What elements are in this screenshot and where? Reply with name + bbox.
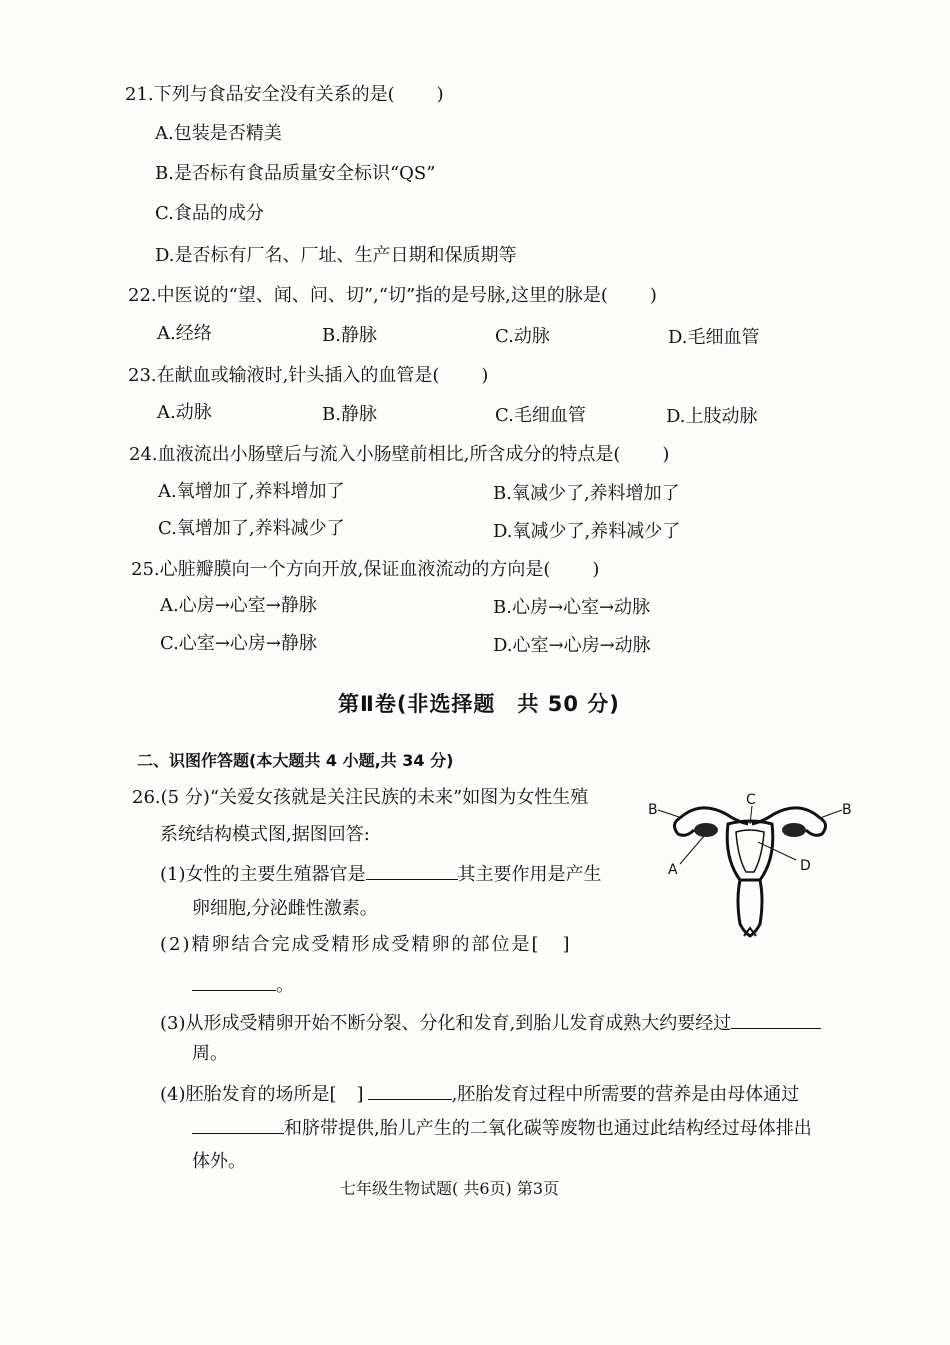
answer-blank-4a[interactable] [368, 1081, 452, 1100]
label-d: D [800, 858, 811, 874]
q23-option-a: A.动脉 [157, 402, 212, 423]
q26-part4-line2: 和脐带提供,胎儿产生的二氧化碳等废物也通过此结构经过母体排出 [192, 1115, 812, 1141]
q26-part4-line1: (4)胚胎发育的场所是[ ] ,胚胎发育过程中所需要的营养是由母体通过 [160, 1081, 799, 1107]
answer-blank-1[interactable] [366, 861, 458, 880]
question-22-stem: 22.中医说的“望、闻、问、切”,“切”指的是号脉,这里的脉是( ) [128, 285, 657, 306]
left-fimbria [674, 818, 694, 835]
uterine-cavity [736, 830, 764, 872]
female-reproductive-system-diagram [640, 788, 860, 948]
right-fimbria [806, 818, 826, 835]
q22-option-b: B.静脉 [322, 325, 377, 346]
answer-blank-4b[interactable] [192, 1115, 284, 1134]
answer-blank-3[interactable] [731, 1010, 821, 1029]
q26-part2-line1: (2)精卵结合完成受精形成受精卵的部位是[ ] [160, 934, 572, 955]
answer-blank-2[interactable] [192, 972, 276, 991]
q24-option-d: D.氧减少了,养料减少了 [493, 521, 681, 542]
q26-intro-line2: 系统结构模式图,据图回答: [160, 824, 370, 845]
label-line-b-left [658, 810, 682, 818]
q22-option-c: C.动脉 [495, 326, 550, 347]
q21-option-a: A.包装是否精美 [155, 123, 282, 144]
label-b-right: B [842, 802, 852, 818]
q23-option-c: C.毛细血管 [495, 405, 586, 426]
question-25-stem: 25.心脏瓣膜向一个方向开放,保证血液流动的方向是( ) [131, 559, 600, 580]
part-2-heading: 第Ⅱ卷(非选择题 共 50 分) [338, 692, 620, 716]
q22-option-d: D.毛细血管 [668, 327, 760, 348]
q21-option-d: D.是否标有厂名、厂址、生产日期和保质期等 [155, 245, 517, 266]
q26-part4-line3: 体外。 [192, 1151, 246, 1172]
q21-option-c: C.食品的成分 [155, 203, 264, 224]
page-footer: 七年级生物试题( 共6页) 第3页 [340, 1179, 560, 1198]
q25-option-b: B.心房→心室→动脉 [493, 597, 651, 618]
question-21-stem: 21.下列与食品安全没有关系的是( ) [125, 84, 444, 105]
q26-part2-line2: 。 [192, 972, 294, 998]
q26-part1-line1: (1)女性的主要生殖器官是 其主要作用是产生 [160, 861, 602, 887]
label-a: A [668, 862, 678, 878]
label-line-b-right [820, 810, 842, 818]
section-2-title: 二、识图作答题(本大题共 4 小题,共 34 分) [137, 751, 454, 770]
label-c: C [746, 792, 756, 808]
q25-option-d: D.心室→心房→动脉 [493, 635, 651, 656]
q24-option-c: C.氧增加了,养料减少了 [158, 518, 345, 539]
q24-option-b: B.氧减少了,养料增加了 [493, 483, 680, 504]
q23-option-d: D.上肢动脉 [666, 406, 758, 427]
question-24-stem: 24.血液流出小肠壁后与流入小肠壁前相比,所含成分的特点是( ) [129, 444, 670, 465]
label-line-d [758, 842, 796, 860]
q23-option-b: B.静脉 [322, 404, 377, 425]
q21-option-b: B.是否标有食品质量安全标识“QS” [155, 163, 436, 184]
label-line-a [680, 836, 704, 864]
q25-option-c: C.心室→心房→静脉 [160, 633, 318, 654]
q24-option-a: A.氧增加了,养料增加了 [158, 481, 345, 502]
label-b-left: B [648, 802, 658, 818]
q26-part3-line1: (3)从形成受精卵开始不断分裂、分化和发育,到胎儿发育成熟大约要经过 [160, 1010, 821, 1036]
question-23-stem: 23.在献血或输液时,针头插入的血管是( ) [128, 365, 489, 386]
right-ovary [782, 823, 806, 837]
q26-part3-line2: 周。 [192, 1043, 228, 1064]
q26-intro-line1: 26.(5 分)“关爱女孩就是关注民族的未来”如图为女性生殖 [132, 787, 589, 808]
q25-option-a: A.心房→心室→静脉 [160, 595, 317, 616]
q26-part1-line2: 卵细胞,分泌雌性激素。 [192, 898, 378, 919]
left-ovary [694, 823, 718, 837]
q22-option-a: A.经络 [157, 323, 212, 344]
